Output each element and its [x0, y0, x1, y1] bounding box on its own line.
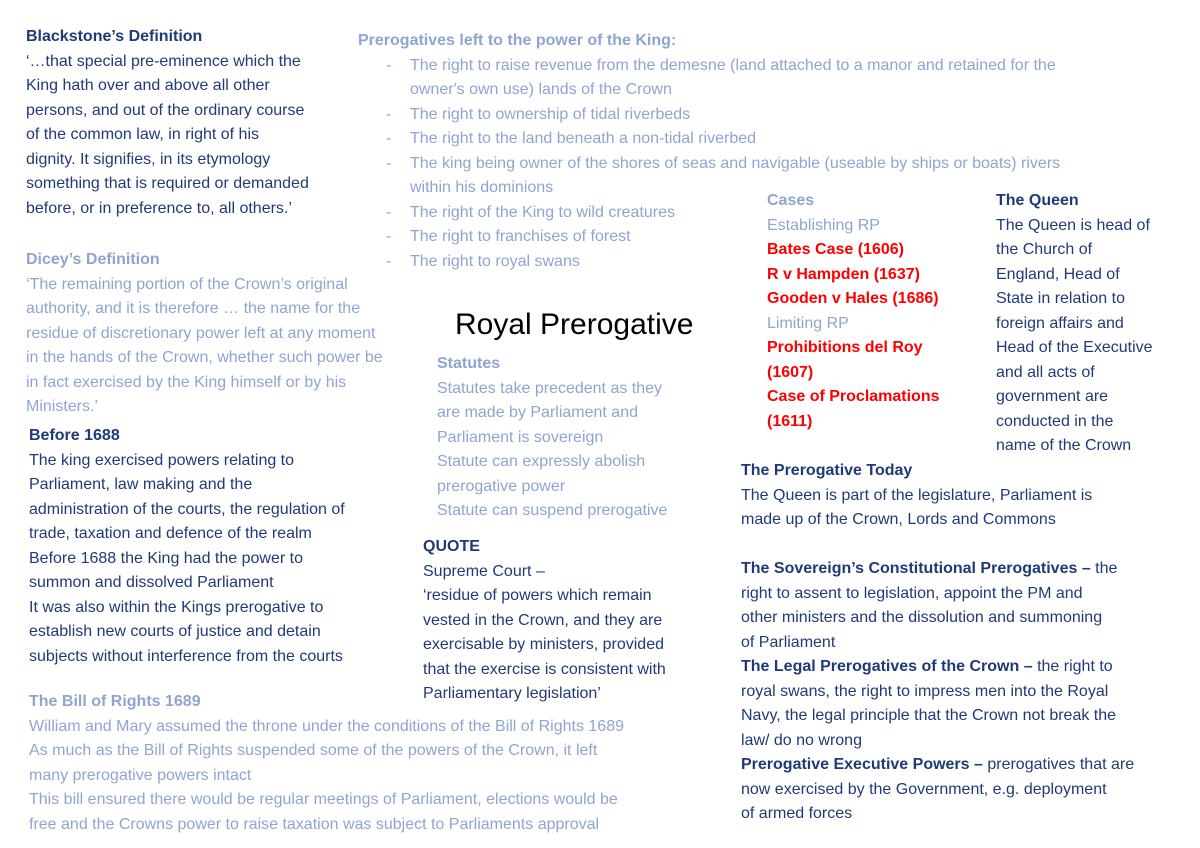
establishing-label: Establishing RP: [767, 216, 880, 234]
list-item: - The right of the King to wild creatures: [358, 201, 1060, 226]
quote-heading: QUOTE: [423, 538, 480, 555]
case-name: Case of Proclamations: [767, 388, 940, 405]
constitutional-first-line: The Sovereign’s Constitutional Prerogatives – the: [741, 560, 1118, 577]
case-name: Gooden v Hales (1686): [767, 290, 939, 307]
queen-text: foreign affairs and: [996, 314, 1124, 332]
case-name: R v Hampden (1637): [767, 265, 920, 283]
cases-heading: Cases: [767, 192, 815, 209]
dicey-definition: [26, 248, 383, 420]
bill-of-rights-text: many prerogative powers intact: [29, 766, 252, 784]
dicey-text: in fact exercised by the King himself or by his: [26, 373, 347, 391]
before-1688-text: subjects without interference from the courts: [29, 647, 343, 665]
prerogative-today-section: [741, 459, 1134, 827]
blackstone-definition: [26, 25, 309, 221]
executive-text: now exercised by the Government, e.g. deployment: [741, 780, 1107, 798]
statutes-text: Statutes take precedent as they: [437, 379, 663, 397]
legal-text: royal swans, the right to impress men into the Royal: [741, 682, 1109, 700]
blackstone-text: King hath over and above all other: [26, 77, 270, 94]
queen-text: and all acts of: [996, 363, 1095, 381]
blackstone-text: before, or in preference to, all others.’: [26, 199, 292, 217]
dicey-text: ‘The remaining portion of the Crown’s original: [26, 275, 348, 293]
blackstone-text: ‘…that special pre-eminence which the: [26, 52, 301, 70]
executive-first-line: Prerogative Executive Powers – prerogatives that are: [741, 756, 1135, 773]
case-name: (1607): [767, 363, 814, 381]
before-1688-text: It was also within the Kings prerogative to: [29, 598, 324, 616]
blackstone-text: persons, and out of the ordinary course: [26, 101, 305, 119]
quote-text: Parliamentary legislation’: [423, 685, 601, 702]
before-1688-text: trade, taxation and defence of the realm: [29, 525, 312, 542]
today-text: made up of the Crown, Lords and Commons: [741, 511, 1056, 528]
legal-first-line: The Legal Prerogatives of the Crown – the right to: [741, 658, 1113, 675]
constitutional-text: right to assent to legislation, appoint the PM and: [741, 584, 1083, 602]
constitutional-text: of Parliament: [741, 633, 836, 651]
spacer: [741, 533, 1134, 558]
blackstone-text: of the common law, in right of his: [26, 126, 259, 143]
executive-text: of armed forces: [741, 805, 853, 822]
list-item: - The right to royal swans: [358, 250, 1060, 275]
executive-heading: Prerogative Executive Powers –: [741, 756, 983, 773]
list-item: - The right to the land beneath a non-tidal riverbed: [358, 127, 1060, 152]
queen-text: government are: [996, 388, 1109, 405]
cases-section: [767, 189, 940, 434]
list-item: - The king being owner of the shores of seas and navigable (useable by ships or boats) rivers within his dominions: [358, 152, 1060, 201]
constitutional-heading: The Sovereign’s Constitutional Prerogatives –: [741, 560, 1091, 577]
legal-text: law/ do no wrong: [741, 731, 862, 749]
bill-of-rights-text: free and the Crowns power to raise taxation was subject to Parliaments approval: [29, 815, 600, 833]
queen-section: [996, 189, 1153, 459]
statutes-text: Parliament is sovereign: [437, 428, 604, 446]
case-name: (1611): [767, 412, 813, 430]
bill-of-rights-heading: The Bill of Rights 1689: [29, 693, 201, 710]
statutes-heading: Statutes: [437, 355, 501, 372]
dicey-text: in the hands of the Crown, whether such power be: [26, 349, 383, 366]
quote-section: [423, 535, 666, 707]
constitutional-text: other ministers and the dissolution and summoning: [741, 609, 1103, 626]
bill-of-rights-text: This bill ensured there would be regular meetings of Parliament, elections would be: [29, 791, 618, 808]
prerogatives-list: [358, 54, 1060, 275]
legal-heading: The Legal Prerogatives of the Crown –: [741, 658, 1033, 675]
quote-text: exercisable by ministers, provided: [423, 636, 664, 653]
bill-of-rights-text: William and Mary assumed the throne under the conditions of the Bill of Rights 1689: [29, 717, 624, 735]
limiting-label: Limiting RP: [767, 314, 849, 332]
quote-text: ‘residue of powers which remain: [423, 587, 652, 604]
dicey-text: authority, and it is therefore … the name for the: [26, 300, 361, 317]
case-name: Bates Case (1606): [767, 241, 904, 258]
statutes-text: Statute can expressly abolish: [437, 453, 646, 470]
before-1688-heading: Before 1688: [29, 427, 120, 444]
before-1688-text: The king exercised powers relating to: [29, 451, 295, 469]
statutes-text: Statute can suspend prerogative: [437, 502, 668, 519]
case-name: Prohibitions del Roy: [767, 339, 923, 356]
before-1688-text: Parliament, law making and the: [29, 476, 253, 493]
before-1688-text: Before 1688 the King had the power to: [29, 549, 303, 567]
list-item: - The right to raise revenue from the demesne (land attached to a manor and retained for the owner's own use) lands of the Crown: [358, 54, 1060, 103]
bill-of-rights-section: [29, 690, 624, 837]
blackstone-text: dignity. It signifies, in its etymology: [26, 150, 271, 168]
before-1688-text: establish new courts of justice and detain: [29, 623, 321, 640]
quote-text: vested in the Crown, and they are: [423, 611, 663, 629]
today-heading: The Prerogative Today: [741, 462, 913, 479]
blackstone-text: something that is required or demanded: [26, 175, 309, 192]
quote-text: that the exercise is consistent with: [423, 660, 666, 678]
queen-text: State in relation to: [996, 290, 1125, 307]
statutes-section: [437, 352, 667, 524]
list-item: - The right to franchises of forest: [358, 225, 1060, 250]
statutes-text: are made by Parliament and: [437, 404, 638, 421]
legal-text: Navy, the legal principle that the Crown not break the: [741, 707, 1117, 724]
today-text: The Queen is part of the legislature, Parliament is: [741, 486, 1093, 504]
list-item: - The right to ownership of tidal riverbeds: [358, 103, 1060, 128]
queen-text: name of the Crown: [996, 437, 1132, 454]
prerogatives-heading: Prerogatives left to the power of the King:: [358, 32, 677, 49]
queen-heading: The Queen: [996, 192, 1079, 209]
quote-text: Supreme Court –: [423, 562, 545, 580]
blackstone-heading: Blackstone’s Definition: [26, 28, 203, 45]
queen-text: the Church of: [996, 241, 1093, 258]
queen-text: The Queen is head of: [996, 216, 1150, 234]
bill-of-rights-text: As much as the Bill of Rights suspended some of the powers of the Crown, it left: [29, 742, 598, 759]
page-title: Royal Prerogative: [455, 308, 694, 341]
before-1688-section: [29, 424, 345, 669]
prerogatives-list-section: [358, 29, 1060, 274]
dicey-heading: Dicey’s Definition: [26, 251, 160, 268]
statutes-text: prerogative power: [437, 477, 566, 495]
queen-text: England, Head of: [996, 265, 1120, 283]
queen-text: conducted in the: [996, 412, 1114, 430]
dicey-text: residue of discretionary power left at any moment: [26, 324, 376, 342]
before-1688-text: summon and dissolved Parliament: [29, 574, 274, 591]
queen-text: Head of the Executive: [996, 339, 1153, 356]
dicey-text: Ministers.’: [26, 398, 99, 415]
before-1688-text: administration of the courts, the regulation of: [29, 500, 345, 518]
